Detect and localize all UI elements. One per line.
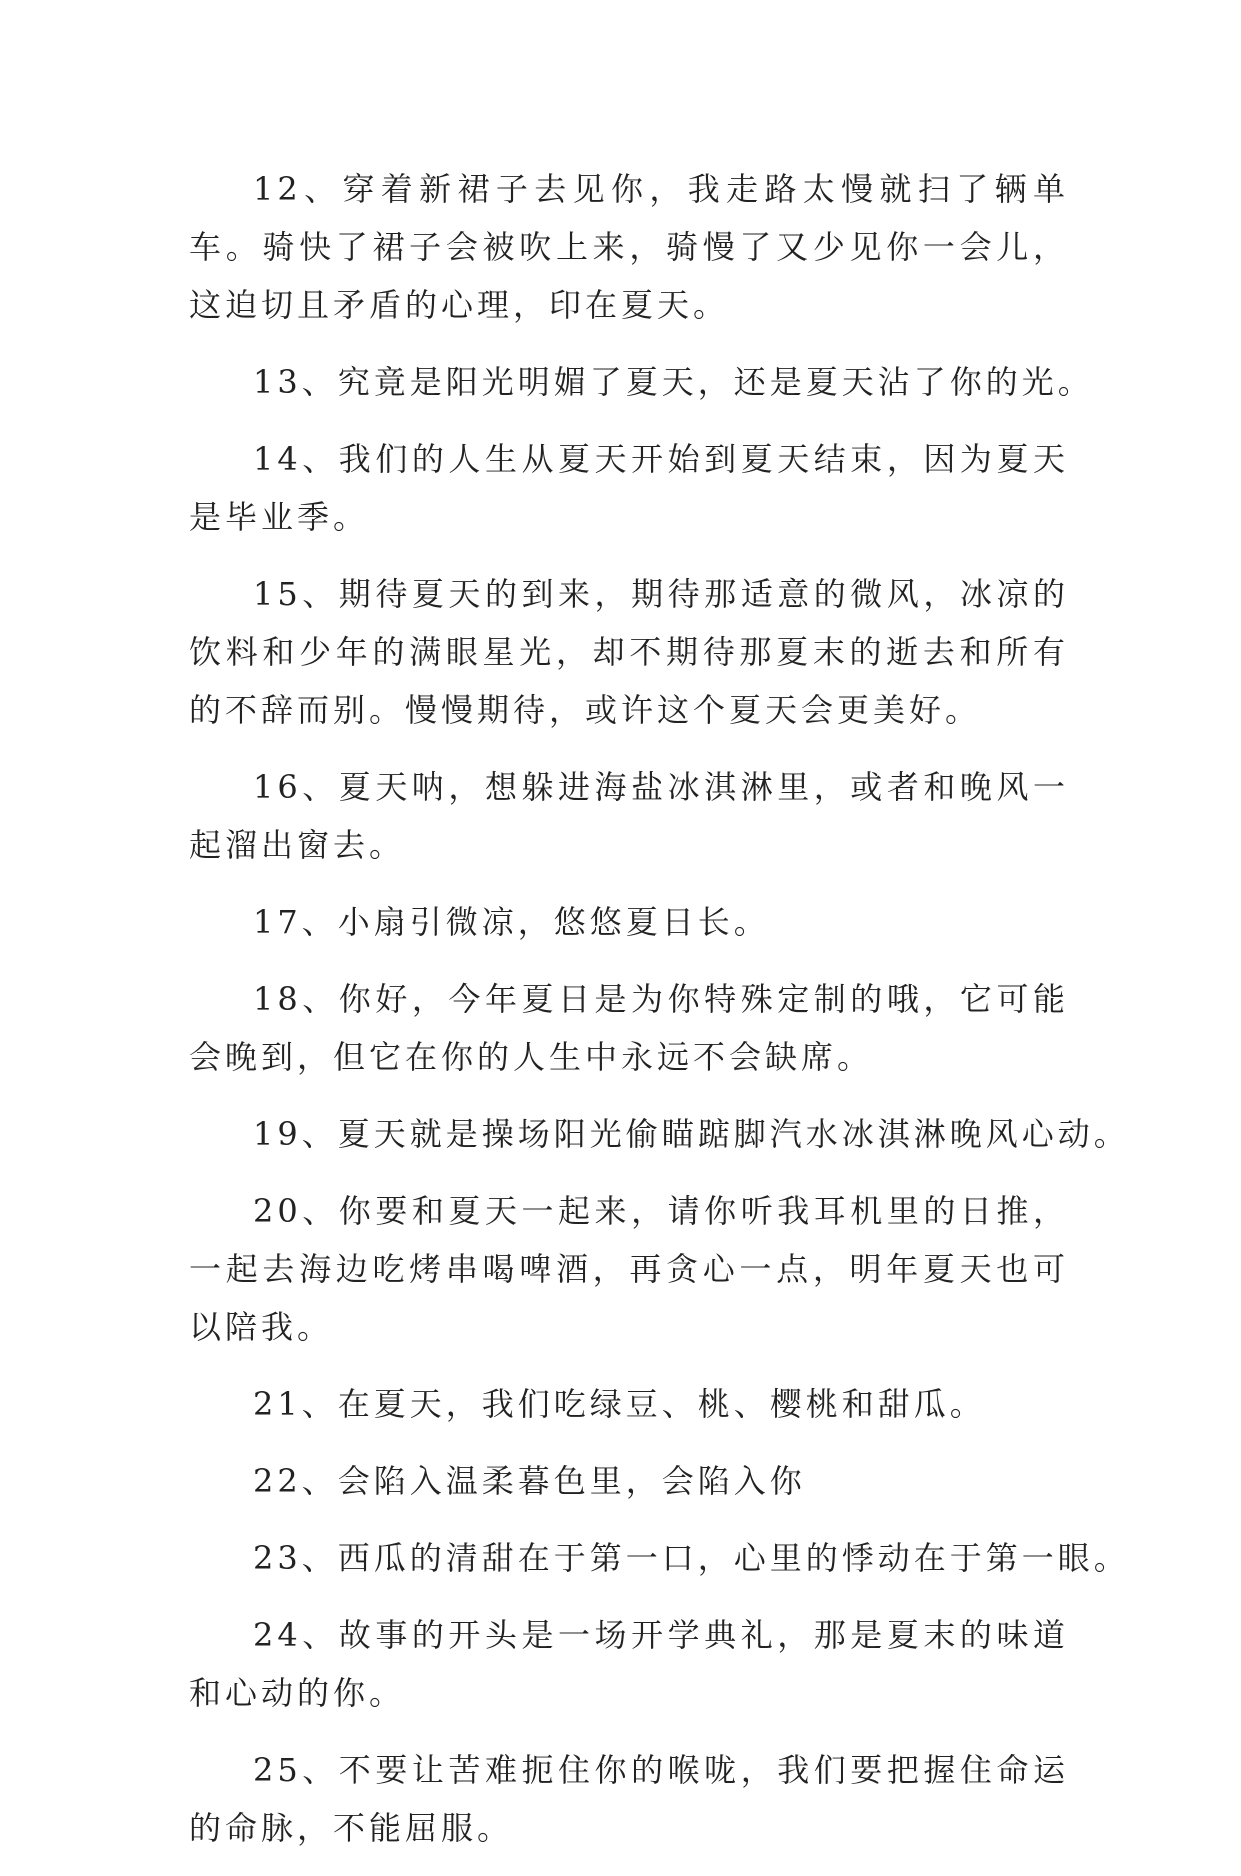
paragraph-14: 14、我们的人生从夏天开始到夏天结束，因为夏天是毕业季。	[189, 440, 1069, 536]
paragraph-13: 13、究竟是阳光明媚了夏天，还是夏天沾了你的光。	[253, 363, 1094, 401]
paragraph-22: 22、会陷入温柔暮色里，会陷入你	[253, 1462, 806, 1500]
paragraph-12: 12、穿着新裙子去见你，我走路太慢就扫了辆单车。骑快了裙子会被吹上来，骑慢了又少见你一会儿，这迫切且矛盾的心理，印在夏天。	[189, 170, 1069, 324]
paragraph-19: 19、夏天就是操场阳光偷瞄踮脚汽水冰淇淋晚风心动。	[253, 1115, 1130, 1153]
paragraph-21: 21、在夏天，我们吃绿豆、桃、樱桃和甜瓜。	[253, 1385, 986, 1423]
paragraph-24: 24、故事的开头是一场开学典礼，那是夏末的味道和心动的你。	[189, 1616, 1069, 1712]
document-body	[189, 160, 1130, 1876]
paragraph-20: 20、你要和夏天一起来，请你听我耳机里的日推，一起去海边吃烤串喝啤酒，再贪心一点，明年夏天也可以陪我。	[189, 1192, 1069, 1346]
paragraph-23: 23、西瓜的清甜在于第一口，心里的悸动在于第一眼。	[253, 1539, 1130, 1577]
paragraph-16: 16、夏天呐，想躲进海盐冰淇淋里，或者和晚风一起溜出窗去。	[189, 768, 1069, 864]
paragraph-25: 25、不要让苦难扼住你的喉咙，我们要把握住命运的命脉，不能屈服。	[189, 1751, 1069, 1847]
paragraph-17: 17、小扇引微凉，悠悠夏日长。	[253, 903, 770, 941]
paragraph-15: 15、期待夏天的到来，期待那适意的微风，冰凉的饮料和少年的满眼星光，却不期待那夏末的逝去和所有的不辞而别。慢慢期待，或许这个夏天会更美好。	[189, 575, 1069, 729]
paragraph-18: 18、你好，今年夏日是为你特殊定制的哦，它可能会晚到，但它在你的人生中永远不会缺席。	[189, 980, 1069, 1076]
